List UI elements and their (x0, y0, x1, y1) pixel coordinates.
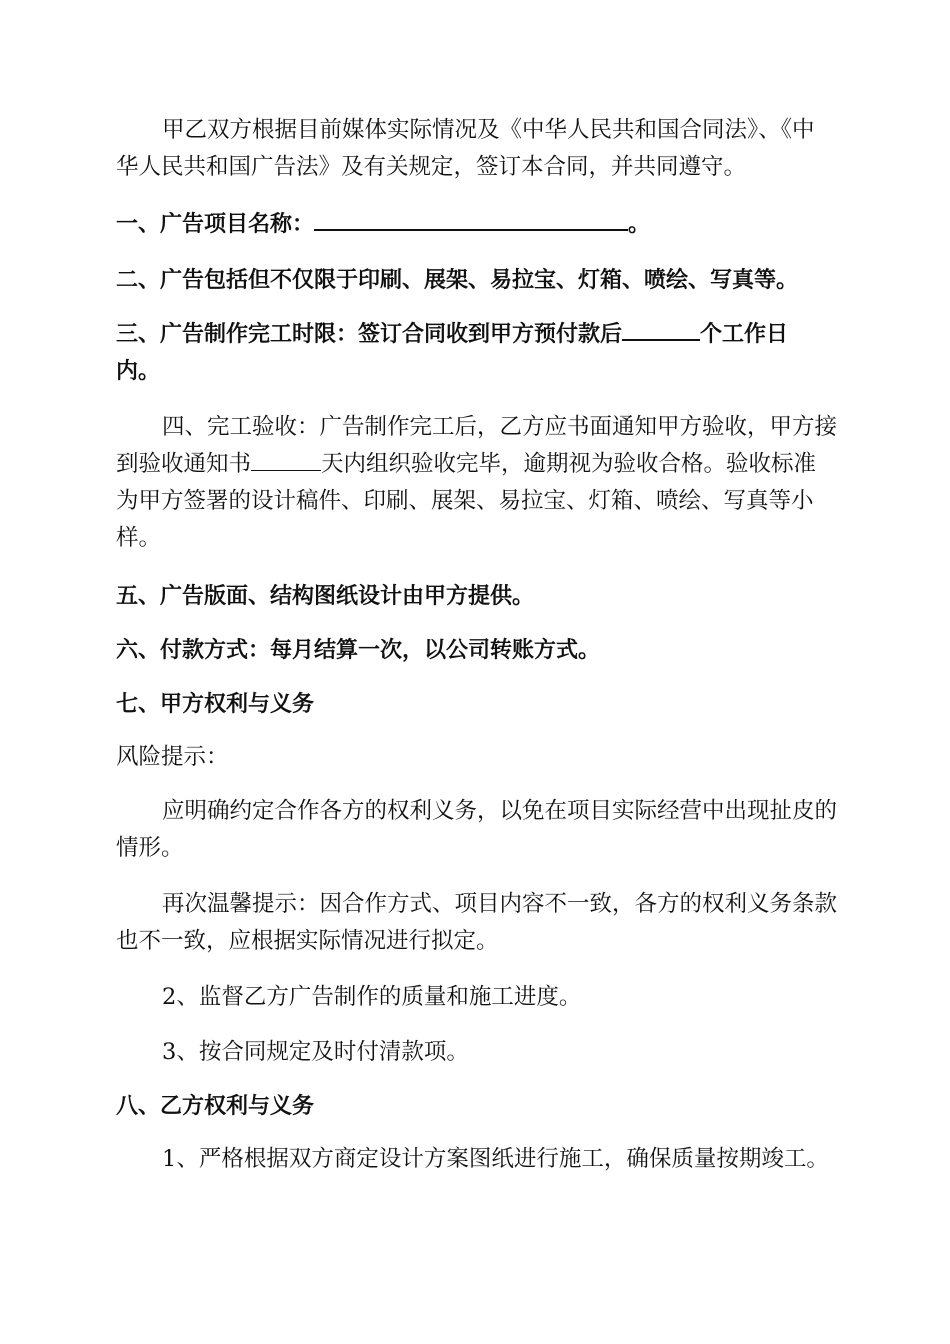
section-3-line-1 (116, 316, 836, 353)
risk-paragraph-2 (116, 886, 836, 960)
section-2-scope: 二、广告包括但不仅限于印刷、展架、易拉宝、灯箱、喷绘、写真等。 (116, 268, 799, 293)
section-6-payment: 六、付款方式：每月结算一次，以公司转账方式。 (116, 638, 601, 663)
section-5-design: 五、广告版面、结构图纸设计由甲方提供。 (116, 584, 535, 609)
risk-2-line-1: 再次温馨提示：因合作方式、项目内容不一致，各方的权利义务条款 (162, 891, 838, 917)
section-1-project-name (116, 206, 836, 243)
section-1-label: 一、广告项目名称： (116, 212, 315, 237)
section-7-party-a-rights: 七、甲方权利与义务 (116, 692, 315, 717)
section-4-line-4: 样。 (116, 525, 162, 551)
workday-count-blank[interactable] (622, 319, 700, 341)
party-b-item-1: 1、严格根据双方商定设计方案图纸进行施工，确保质量按期竣工。 (162, 1146, 829, 1172)
section-3-line-2: 内。 (116, 359, 161, 384)
risk-title: 风险提示： (116, 744, 229, 770)
section-3-deadline (116, 316, 836, 390)
risk-1-line-2: 情形。 (116, 835, 184, 861)
risk-2-line-2: 也不一致，应根据实际情况进行拟定。 (116, 928, 499, 954)
section-4-line-2 (116, 446, 836, 483)
section-3-suffix: 个工作日 (700, 322, 789, 347)
section-8-party-b-rights: 八、乙方权利与义务 (116, 1094, 315, 1119)
section-1-suffix: 。 (628, 212, 651, 237)
section-4-line-2-prefix: 到验收通知书 (116, 451, 252, 477)
party-a-item-3: 3、按合同规定及时付清款项。 (162, 1039, 469, 1065)
section-3-prefix: 三、广告制作完工时限：签订合同收到甲方预付款后 (116, 322, 623, 347)
risk-1-line-1: 应明确约定合作各方的权利义务，以免在项目实际经营中出现扯皮的 (162, 798, 838, 824)
section-4-line-1: 四、完工验收：广告制作完工后，乙方应书面通知甲方验收，甲方接 (162, 414, 838, 440)
section-4-acceptance (116, 409, 836, 557)
party-a-item-2: 2、监督乙方广告制作的质量和施工进度。 (162, 984, 582, 1010)
intro-line-2: 华人民共和国广告法》及有关规定，签订本合同，并共同遵守。 (116, 154, 747, 180)
intro-paragraph (116, 112, 836, 186)
section-4-line-2-suffix: 天内组织验收完毕，逾期视为验收合格。验收标准 (321, 451, 817, 477)
intro-line-1: 甲乙双方根据目前媒体实际情况及《中华人民共和国合同法》、《中 (162, 117, 815, 143)
acceptance-days-blank[interactable] (251, 450, 321, 471)
risk-paragraph-1 (116, 793, 836, 867)
section-4-line-3: 为甲方签署的设计稿件、印刷、展架、易拉宝、灯箱、喷绘、写真等小 (116, 488, 814, 514)
project-name-blank[interactable] (314, 209, 628, 231)
